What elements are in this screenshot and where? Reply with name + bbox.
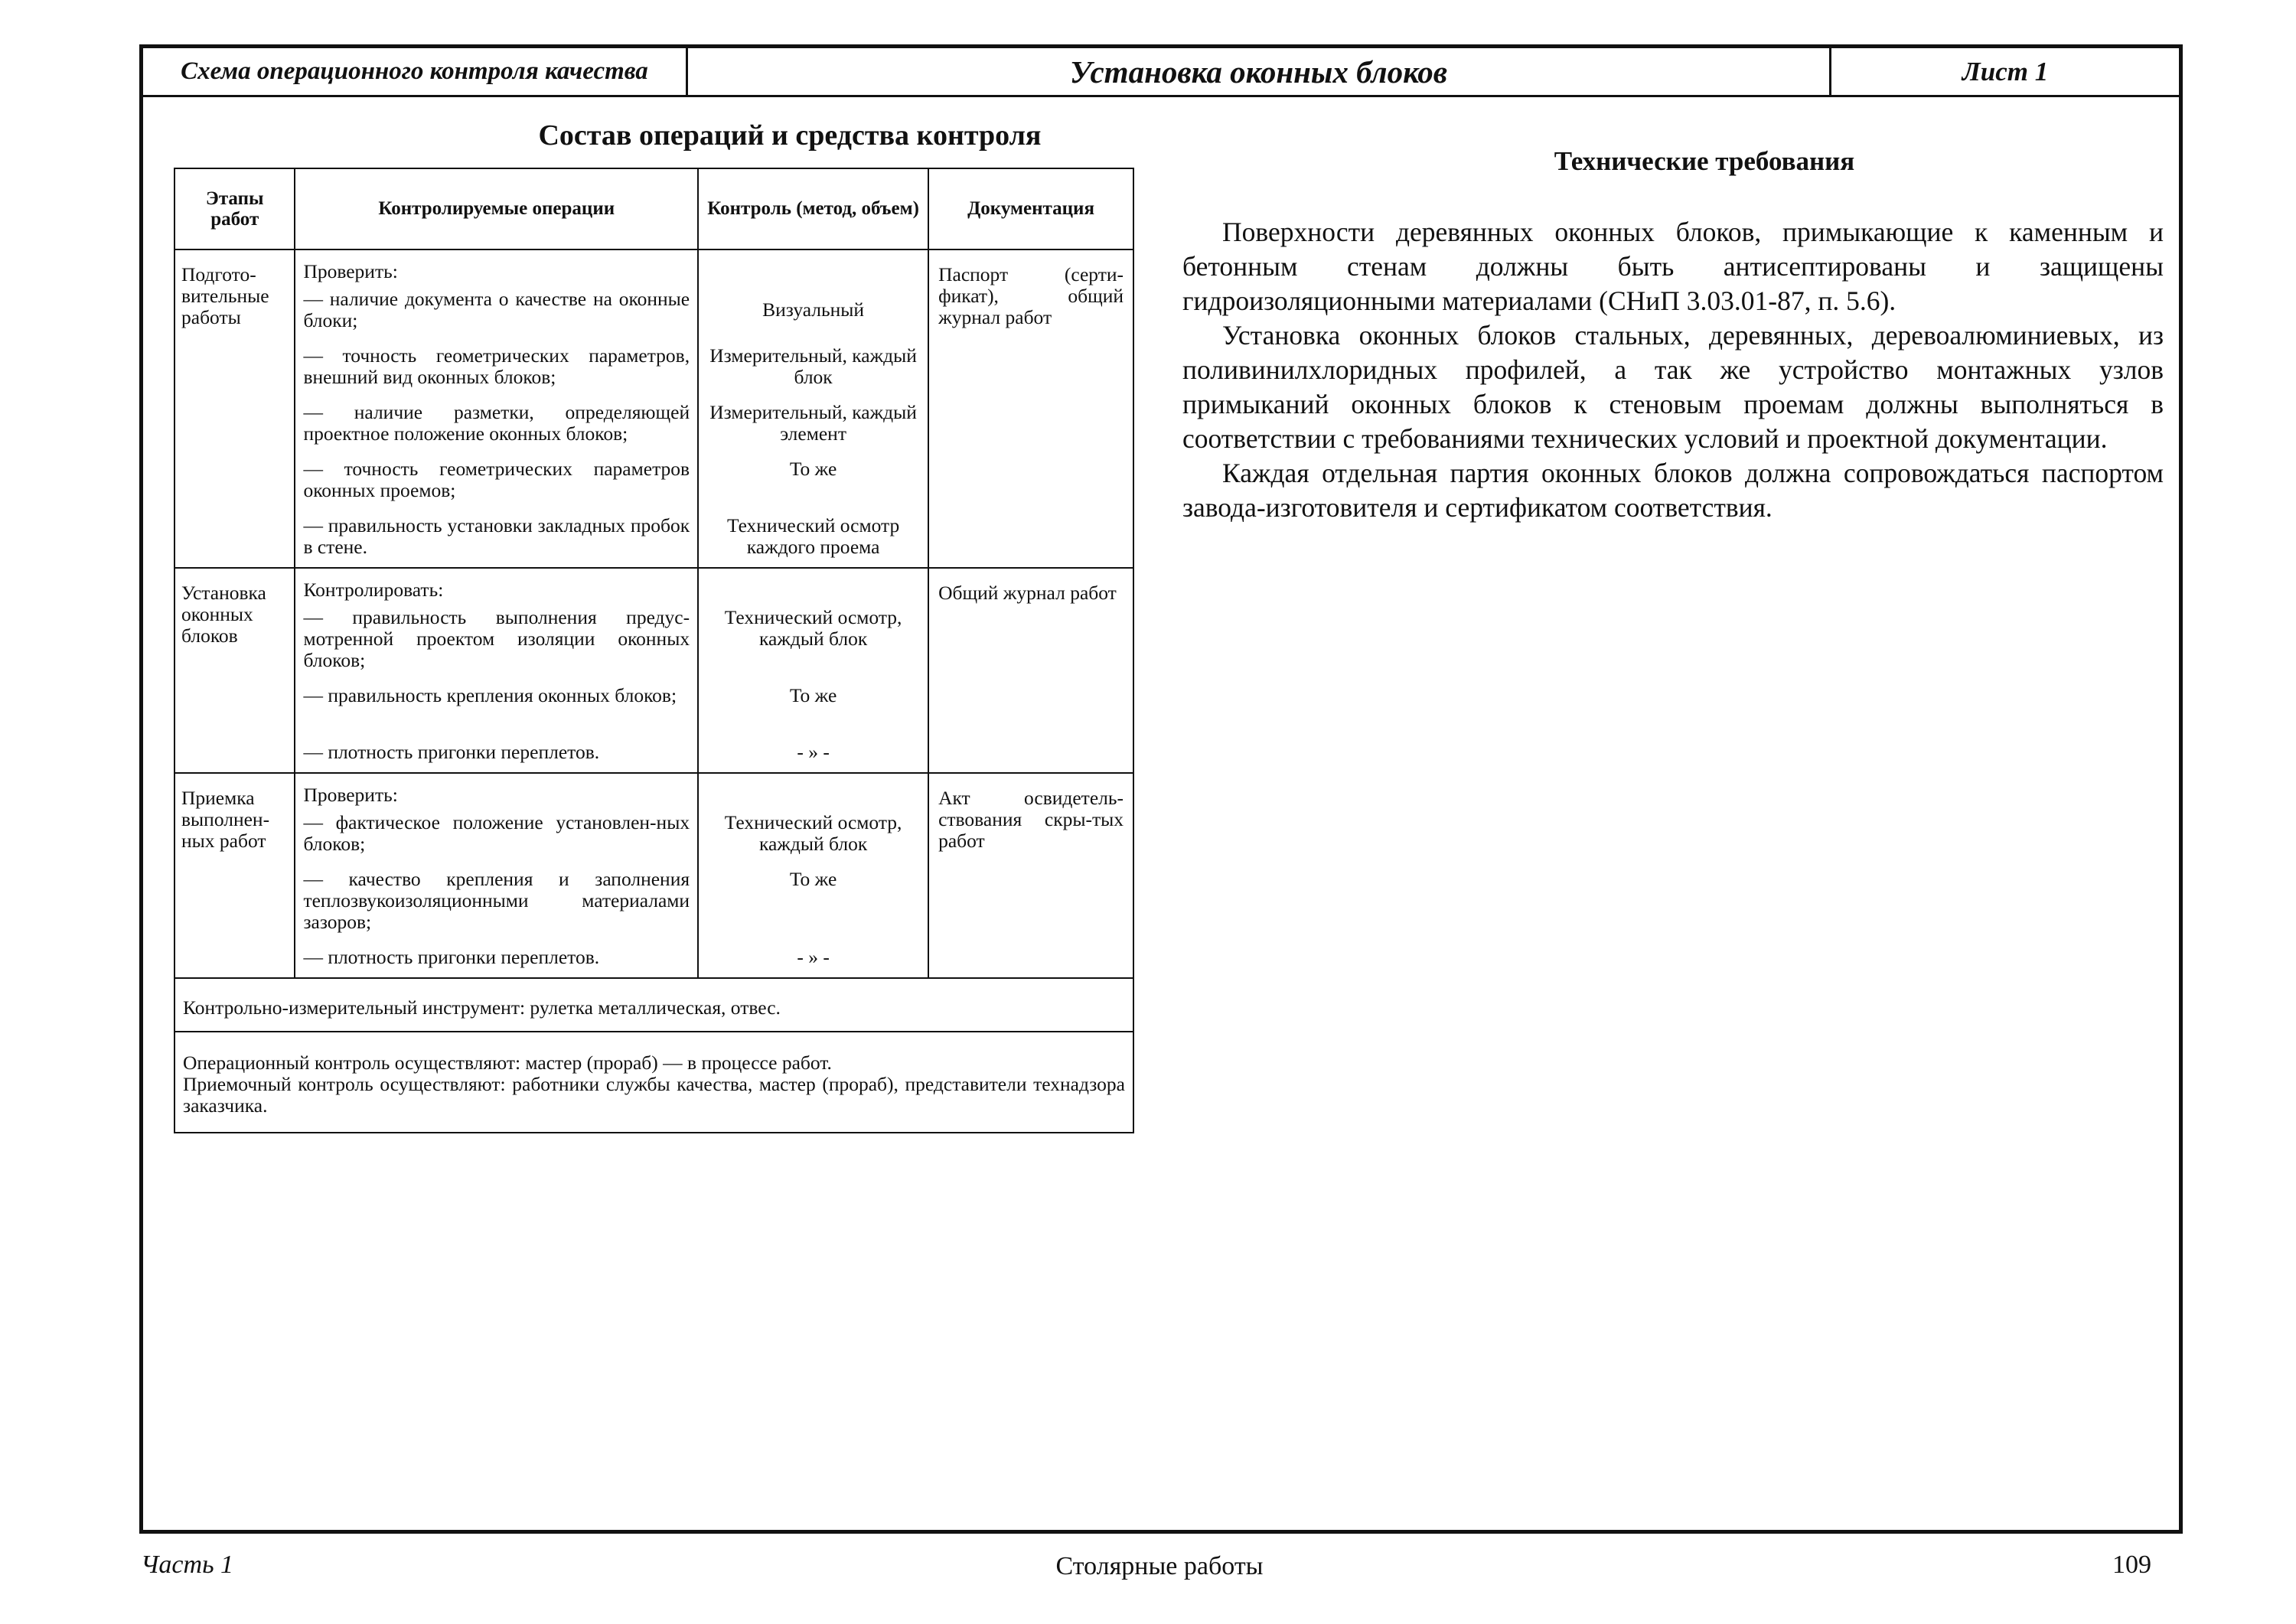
footer-section-title: Столярные работы [1055,1552,1264,1580]
control-method: То же [789,868,837,890]
operations-intro: Контролировать: [303,579,444,601]
operations-cell [295,249,698,568]
control-cell [698,568,928,773]
col-header-operations: Контролируемые операции [295,168,698,249]
operation-item: — правильность крепления оконных блоков; [303,684,677,706]
stage-cell: Приемка выполнен-ных работ [174,773,295,978]
documentation-cell: Паспорт (серти-фикат), общий журнал работ [928,249,1133,568]
col-header-documentation: Документация [928,168,1133,249]
control-method: То же [789,684,837,706]
tech-paragraph: Поверхности деревянных оконных блоков, примыкающие к каменным и бетонным стенам должны быть антисептированы и защищены гидроизоляционными материалами (СНиП 3.03.01-87, п. 5.6). [1182,217,2164,316]
operation-item: — качество крепления и заполнения теплозвукоизоляционными материалами зазоров; [303,868,690,934]
control-cell [698,773,928,978]
tech-paragraph: Каждая отдельная партия оконных блоков должна сопровождаться паспортом завода-изготовителя и сертификатом соответствия. [1182,458,2164,523]
table-row [174,773,1133,978]
control-method: - » - [797,946,830,968]
page-number: 109 [2112,1551,2151,1579]
operations-intro: Проверить: [303,260,398,282]
operations-title: Состав операций и средства контроля [538,119,1042,152]
operations-cell [295,568,698,773]
table-header-row [174,168,1133,249]
tech-requirements-text [1182,215,2164,525]
operation-item: — наличие документа о качестве на оконные блоки; [303,288,690,332]
control-method: Измерительный, каждый элемент [709,401,917,445]
control-method: Визуальный [762,298,865,321]
instrument-cell: Контрольно-измерительный инструмент: рулетка металлическая, отвес. [174,978,1133,1032]
table-row [174,568,1133,773]
operation-item: — плотность пригонки переплетов. [303,741,600,763]
operation-item: — правильность установки закладных пробок в стене. [303,514,690,559]
stage-cell: Подгото-вительные работы [174,249,295,568]
header-work-title: Установка оконных блоков [688,48,1831,95]
header-scheme-title: Схема операционного контроля качества [143,48,688,95]
table-row [174,978,1133,1032]
control-method: Технический осмотр каждого проема [726,514,900,559]
control-note-cell [174,1032,1133,1133]
tech-paragraph: Установка оконных блоков стальных, деревянных, деревоалюминиевых, из поливинилхлоридных профилей, а так же устройство монтажных узлов примыканий оконных блоков к стеновым проемам должны выполняться в соответствии с требованиями технических условий и проектной документации. [1182,320,2164,454]
documentation-cell: Акт освидетель-ствования скры-тых работ [928,773,1133,978]
page-frame [139,44,2183,1534]
control-cell [698,249,928,568]
control-method: - » - [797,741,830,763]
col-header-stage: Этапы работ [174,168,295,249]
header-sheet-number: Лист 1 [1962,56,2049,86]
operation-item: — наличие разметки, определяющей проектное положение оконных блоков; [303,401,690,445]
operations-table [174,168,1134,1133]
documentation-cell: Общий журнал работ [928,568,1133,773]
tech-requirements-title: Технические требования [1554,146,1855,176]
table-row [174,249,1133,568]
operational-control-note: Операционный контроль осуществляют: мастер (прораб) — в процессе работ. [183,1052,832,1074]
control-method: То же [789,458,837,480]
operation-item: — правильность выполнения предус-мотренной проектом изоляции оконных блоков; [303,606,690,672]
operation-item: — фактическое положение установлен-ных блоков; [303,811,690,856]
table-row [174,1032,1133,1133]
operations-cell [295,773,698,978]
col-header-control: Контроль (метод, объем) [698,168,928,249]
control-method: Измерительный, каждый блок [709,344,917,389]
control-method: Технический осмотр, каждый блок [724,811,902,856]
sheet-header [143,48,2179,97]
operation-item: — плотность пригонки переплетов. [303,946,600,968]
operation-item: — точность геометрических параметров оконных проемов; [303,458,690,502]
acceptance-control-note: Приемочный контроль осуществляют: работники службы качества, мастер (прораб), представители технадзора заказчика. [183,1073,1125,1117]
stage-cell: Установка оконных блоков [174,568,295,773]
control-method: Технический осмотр, каждый блок [724,606,902,651]
footer-part: Часть 1 [141,1551,234,1579]
operation-item: — точность геометрических параметров, внешний вид оконных блоков; [303,344,690,389]
operations-intro: Проверить: [303,784,398,806]
